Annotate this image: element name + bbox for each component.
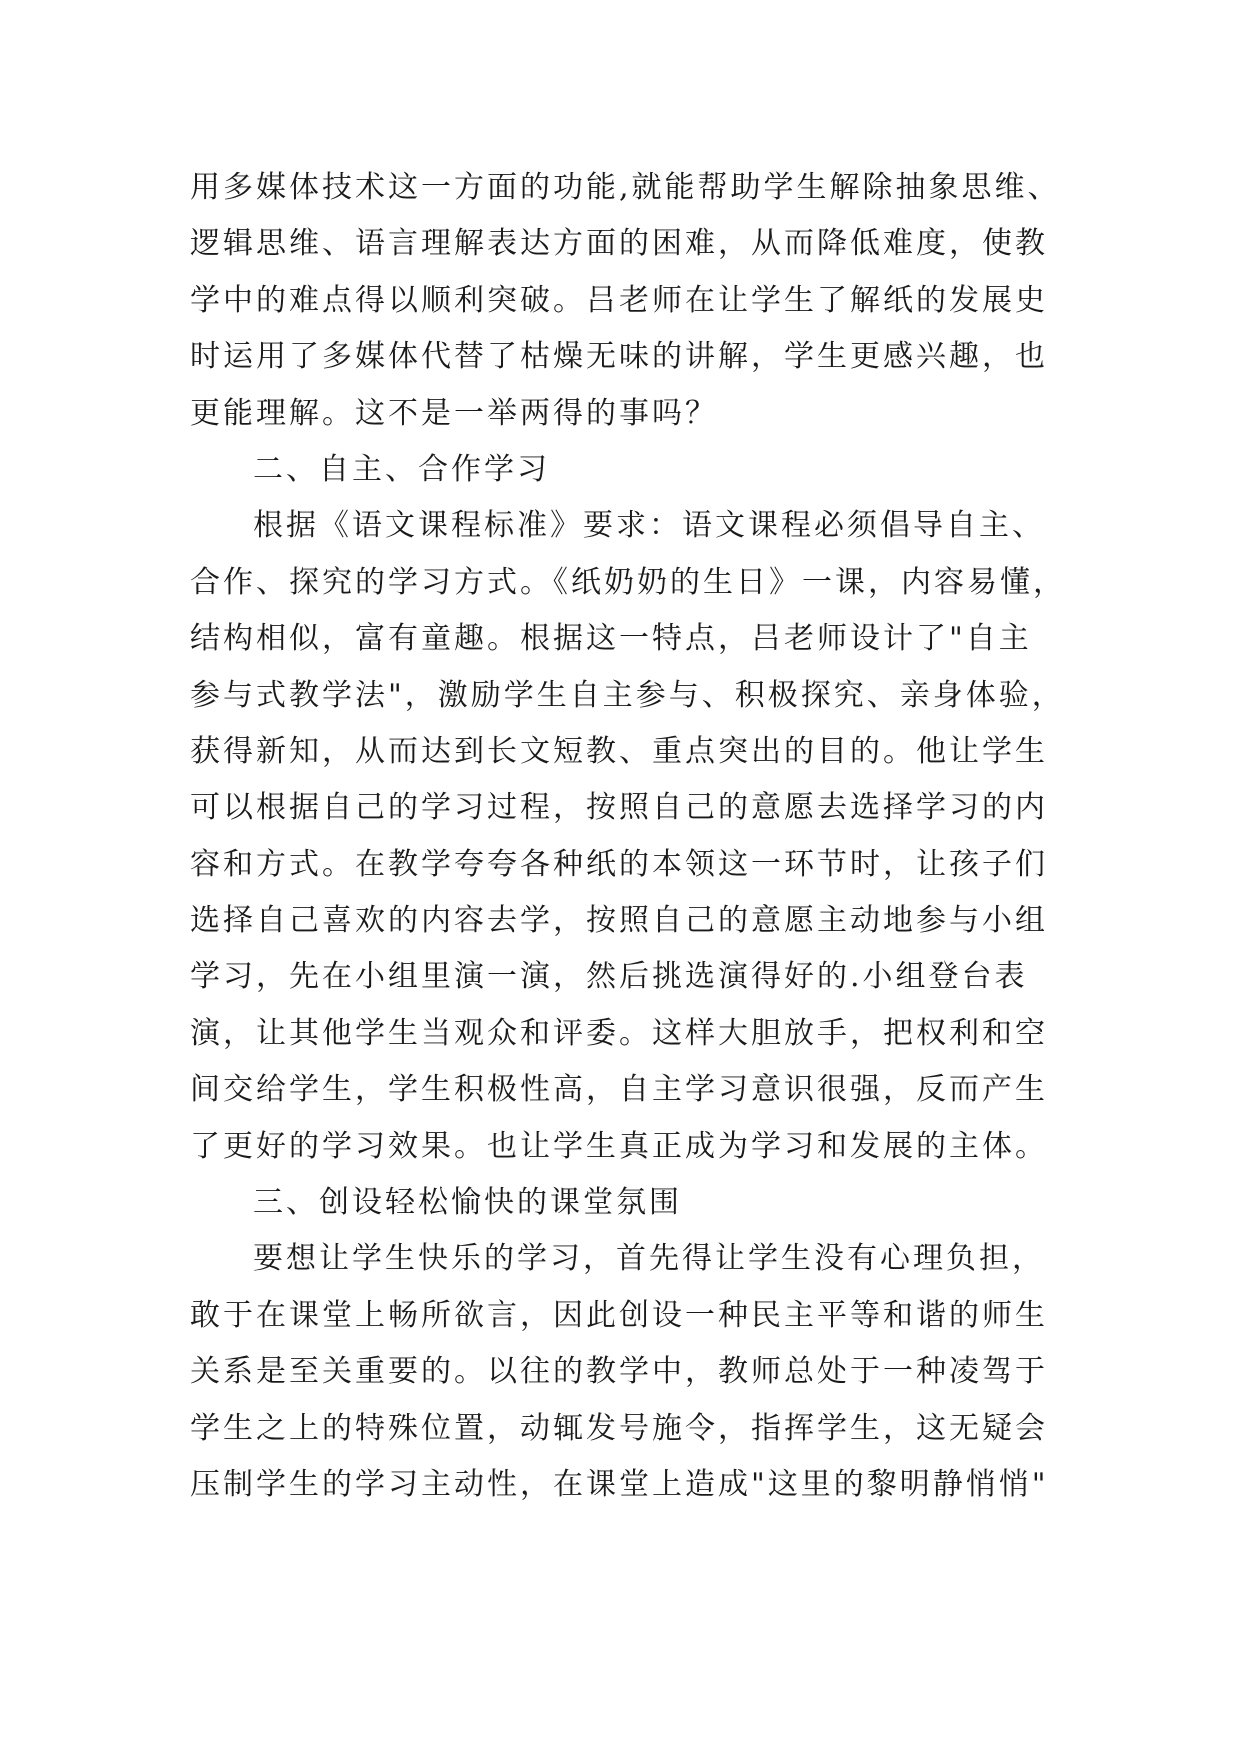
text-line: 选择自己喜欢的内容去学，按照自己的意愿主动地参与小组 — [190, 903, 1048, 939]
text-line: 学习，先在小组里演一演，然后挑选演得好的.小组登台表 — [190, 959, 1028, 995]
text-line: 间交给学生，学生积极性高，自主学习意识很强，反而产生 — [190, 1072, 1048, 1108]
text-line: 演，让其他学生当观众和评委。这样大胆放手，把权利和空 — [190, 1015, 1048, 1051]
text-line: 容和方式。在教学夸夸各种纸的本领这一环节时，让孩子们 — [190, 846, 1048, 882]
text-line: 关系是至关重要的。以往的教学中，教师总处于一种凌驾于 — [190, 1354, 1048, 1390]
text-line: 更能理解。这不是一举两得的事吗？ — [190, 395, 718, 431]
text-line: 学生之上的特殊位置，动辄发号施令，指挥学生，这无疑会 — [190, 1410, 1048, 1446]
text-line: 时运用了多媒体代替了枯燥无味的讲解，学生更感兴趣，也 — [190, 339, 1048, 375]
section-heading: 三、创设轻松愉快的课堂氛围 — [253, 1185, 682, 1221]
text-line: 逻辑思维、语言理解表达方面的困难，从而降低难度，使教 — [190, 226, 1048, 262]
text-line: 可以根据自己的学习过程，按照自己的意愿去选择学习的内 — [190, 790, 1048, 826]
text-line: 结构相似，富有童趣。根据这一特点，吕老师设计了"自主 — [190, 621, 1032, 657]
text-line: 合作、探究的学习方式。《纸奶奶的生日》一课，内容易懂， — [190, 564, 1066, 600]
text-line: 敢于在课堂上畅所欲言，因此创设一种民主平等和谐的师生 — [190, 1297, 1048, 1333]
text-line: 要想让学生快乐的学习，首先得让学生没有心理负担， — [253, 1241, 1045, 1277]
text-line: 根据《语文课程标准》要求：语文课程必须倡导自主、 — [253, 508, 1045, 544]
text-line: 参与式教学法"，激励学生自主参与、积极探究、亲身体验， — [190, 677, 1065, 713]
text-line: 压制学生的学习主动性，在课堂上造成"这里的黎明静悄悄" — [190, 1466, 1049, 1502]
body-text — [190, 160, 1090, 1513]
text-line: 了更好的学习效果。也让学生真正成为学习和发展的主体。 — [190, 1128, 1048, 1164]
section-heading: 二、自主、合作学习 — [253, 451, 550, 487]
text-line: 用多媒体技术这一方面的功能,就能帮助学生解除抽象思维、 — [190, 170, 1061, 205]
text-line: 获得新知，从而达到长文短教、重点突出的目的。他让学生 — [190, 733, 1048, 769]
text-line: 学中的难点得以顺利突破。吕老师在让学生了解纸的发展史 — [190, 282, 1048, 318]
